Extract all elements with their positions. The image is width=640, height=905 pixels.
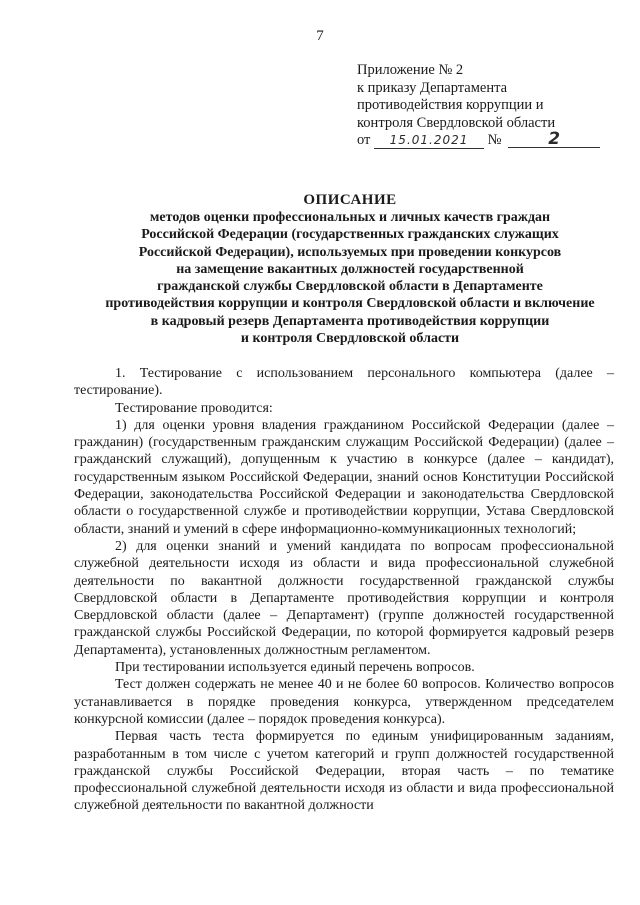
subtitle-line: методов оценки профессиональных и личных качеств граждан (149, 210, 551, 225)
number-label: № (487, 132, 502, 148)
document-subtitle (80, 209, 620, 347)
subtitle-line: Российской Федерации (государственных гражданских служащих (141, 227, 559, 243)
subtitle-line: в кадровый резерв Департамента противодействия коррупции (150, 313, 550, 329)
subtitle-line: на замещение вакантных должностей государственной (176, 261, 524, 277)
handwritten-number: 2 (508, 132, 600, 148)
body-paragraph: Тест должен содержать не менее 40 и не более 60 вопросов. Количество вопросов устанавливается в порядке проведения конкурса, утвержденном председателем конкурсной комиссии (далее – порядок проведения конкурса). (74, 677, 614, 727)
body-paragraph: При тестировании используется единый перечень вопросов. (115, 660, 475, 676)
subtitle-line: противодействия коррупции и контроля Свердловской области и включение (105, 296, 595, 312)
document-title: ОПИСАНИЕ (303, 192, 397, 208)
page-number: 7 (316, 28, 324, 44)
appendix-block (357, 62, 607, 150)
body-paragraph: 2) для оценки знаний и умений кандидата по вопросам профессиональной служебной деятельности исходя из области и вида профессиональной служебной деятельности по вакантной должности государственной гражданской службы Свердловской области в Департаменте противодействия коррупции и контроля Свердловской области (далее – Департамент) (группе должностей государственной гражданской службы Российской Федерации, по которой формируется кадровый резерв Департамента), установленных должностным регламентом. (74, 538, 614, 658)
subtitle-line: Российской Федерации), используемых при проведении конкурсов (138, 244, 562, 260)
handwritten-date: 15.01.2021 (374, 133, 484, 149)
subtitle-line: гражданской службы Свердловской области в Департаменте (157, 279, 543, 295)
from-label: от (357, 132, 371, 148)
appendix-line-3: противодействия коррупции и (357, 97, 544, 113)
appendix-line-4: контроля Свердловской области (357, 114, 556, 131)
subtitle-line: и контроля Свердловской области (240, 331, 460, 347)
appendix-line-2: к приказу Департамента (357, 79, 508, 96)
body-paragraph: Первая часть теста формируется по единым унифицированным заданиям, разработанным в том числе с учетом категорий и групп должностей государственной гражданской службы Российской Федерации, вторая часть – по тематике профессиональной служебной деятельности исходя из области и вида профессиональной служебной деятельности по вакантной должности (74, 729, 614, 814)
appendix-line-1: Приложение № 2 (357, 62, 464, 78)
document-body (74, 365, 614, 815)
order-date-number-line (357, 129, 607, 150)
body-paragraph: Тестирование проводится: (115, 400, 273, 416)
body-paragraph: 1) для оценки уровня владения гражданином Российской Федерации (далее – гражданин) (государственным гражданским служащим Российской Федерации) (далее – гражданский служащий), допущенным к участию в конкурсе (далее – кандидат), государственным языком Российской Федерации, знаний основ Конституции Российской Федерации, законодательства Российской Федерации и законодательства Свердловской области о государственной службе и противодействии коррупции, Устава Свердловской области, знаний и умений в сфере информационно-коммуникационных технологий; (74, 417, 614, 537)
body-paragraph: 1. Тестирование с использованием персонального компьютера (далее – тестирование). (74, 366, 614, 399)
